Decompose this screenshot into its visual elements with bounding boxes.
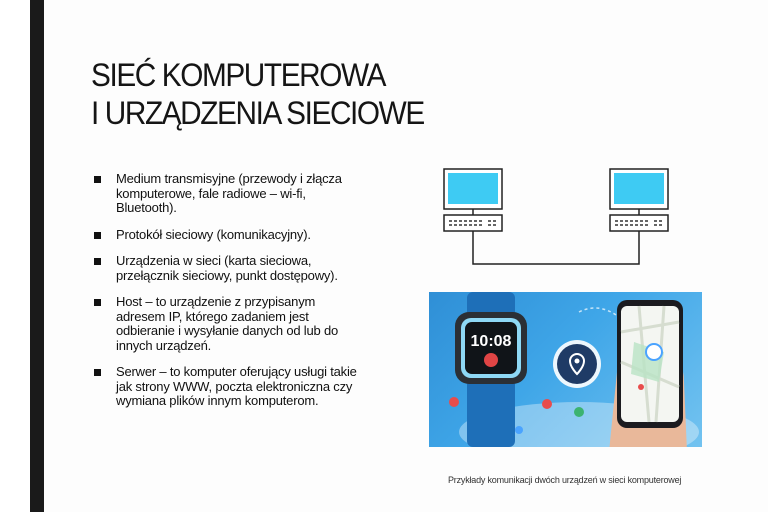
bullet-list [92,172,362,421]
square-bullet-icon [94,369,101,376]
bullet-text: Protokół sieciowy (komunikacyjny). [116,226,311,242]
title-line-2: I URZĄDZENIA SIECIOWE [91,95,424,131]
computer-icon [610,169,668,231]
title-line-1: SIEĆ KOMPUTEROWA [91,57,386,93]
square-bullet-icon [94,299,101,306]
bullet-item [92,172,362,216]
bullet-item [92,254,362,283]
watch-time: 10:08 [470,333,512,350]
networked-computers-diagram [440,166,670,270]
slide-title [91,56,482,132]
image-caption: Przykłady komunikacji dwóch urządzeń w sieci komputerowej [448,475,682,485]
bullet-text: Host – to urządzenie z przypisanym adresem IP, którego zadaniem jest odbieranie i wysyłanie danych od lub do innych urządzeń. [116,294,339,353]
bullet-text: Urządzenia w sieci (karta sieciowa, przełącznik sieciowy, punkt dostępowy). [116,253,338,283]
square-bullet-icon [94,176,101,183]
bullet-text: Serwer – to komputer oferujący usługi takie jak strony WWW, poczta elektroniczna czy wymiana plików innym komputerom. [116,364,357,408]
left-accent-bar [30,0,44,512]
square-bullet-icon [94,232,101,239]
smartwatch-phone-photo [429,292,702,447]
bullet-item [92,365,362,409]
square-bullet-icon [94,258,101,265]
network-cable [473,231,639,264]
bullet-item [92,295,362,353]
computer-icon [444,169,502,231]
bullet-item [92,228,362,243]
bullet-text: Medium transmisyjne (przewody i złącza komputerowe, fale radiowe – wi-fi, Bluetooth). [116,171,342,215]
